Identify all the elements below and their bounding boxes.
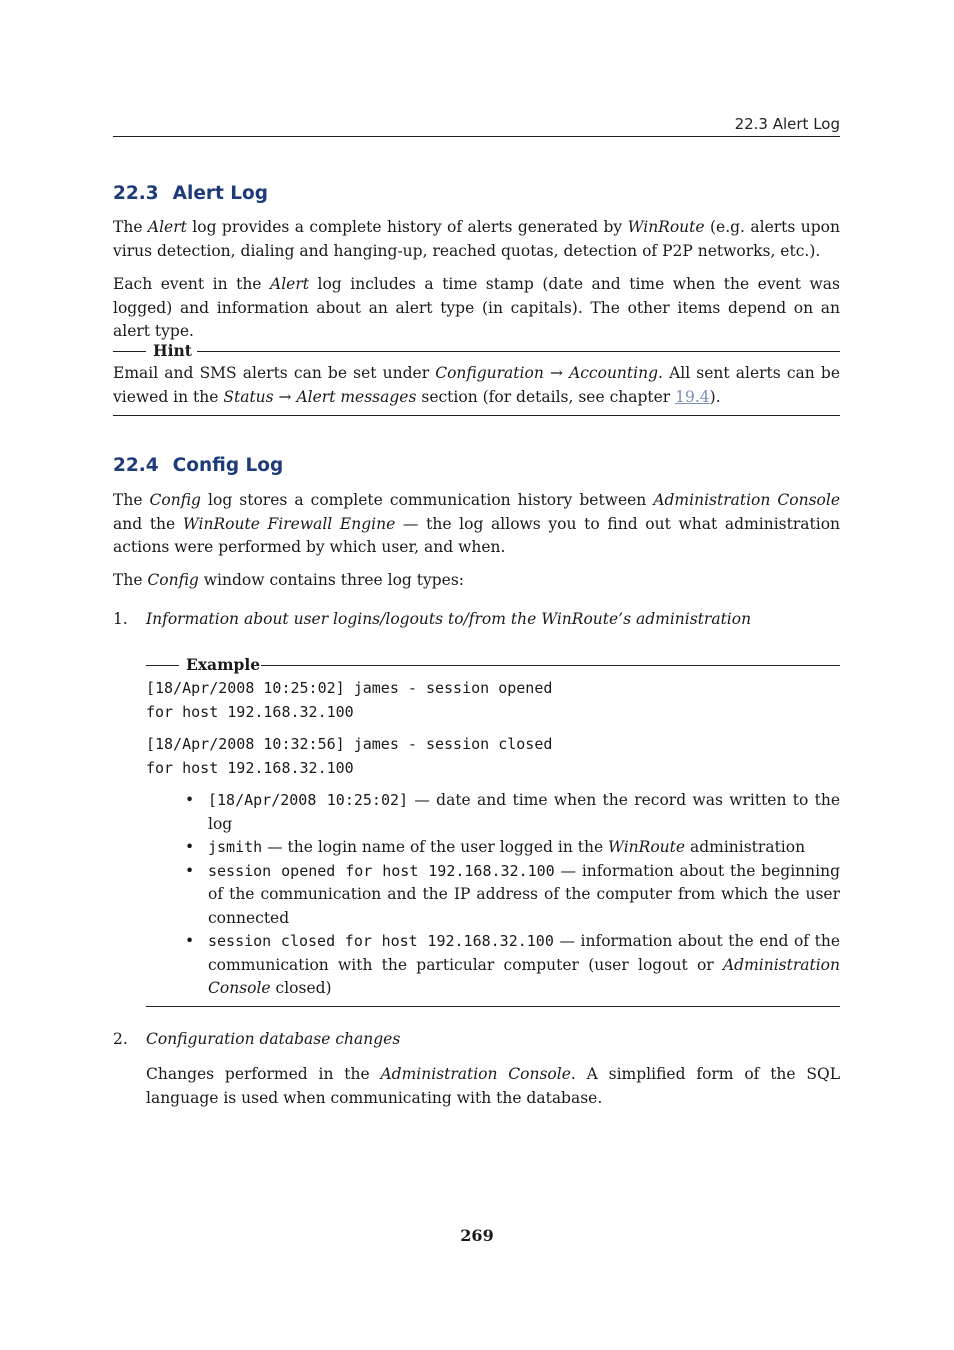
hint-right-rule	[197, 351, 840, 352]
bullet-icon: •	[185, 791, 195, 809]
section-title: Alert Log	[172, 183, 269, 204]
hint-text: Email and SMS alerts can be set under Configuration → Accounting. All sent alerts can be viewed in the Status → Alert messages section (for details, see chapter 19.4).	[113, 364, 840, 406]
hint-bottom-rule	[113, 415, 840, 416]
section-heading-config-log	[113, 455, 283, 476]
example-code-block-1: [18/Apr/2008 10:25:02] james - session opened for host 192.168.32.100	[146, 679, 553, 721]
example-bullet-list	[185, 789, 840, 1001]
list-item-number: 1.	[113, 610, 128, 628]
list-item: • [18/Apr/2008 10:25:02] — date and time when the record was written to the log	[185, 791, 840, 833]
page-number: 269	[460, 1226, 494, 1245]
config-paragraph-2: The Config window contains three log types:	[113, 571, 465, 589]
alert-paragraph-2: Each event in the Alert log includes a time stamp (date and time when the event was logged) and information about an alert type (in capitals). The other items depend on an alert type.	[113, 275, 840, 340]
section-heading-alert-log	[113, 183, 268, 204]
running-header: 22.3 Alert Log	[734, 115, 840, 133]
hint-label: Hint	[153, 341, 192, 360]
example-left-rule	[146, 665, 179, 666]
example-code-block-2: [18/Apr/2008 10:32:56] james - session closed for host 192.168.32.100	[146, 735, 553, 777]
section-number: 22.3	[113, 183, 159, 204]
list-item: • session closed for host 192.168.32.100 — information about the end of the communication with the particular computer (user logout or Administration Console closed)	[185, 932, 841, 997]
list-item-title: Information about user logins/logouts to/from the WinRoute’s administration	[146, 610, 752, 628]
example-label: Example	[186, 655, 261, 674]
example-right-rule	[261, 665, 840, 666]
list-item: • jsmith — the login name of the user logged in the WinRoute administration	[185, 836, 840, 860]
bullet-icon: •	[185, 932, 195, 950]
bullet-icon: •	[185, 838, 195, 856]
list-item-title: Configuration database changes	[146, 1030, 401, 1048]
hint-left-rule	[113, 351, 146, 352]
alert-paragraph-1: The Alert log provides a complete history of alerts generated by WinRoute (e.g. alerts upon virus detection, dialing and hanging-up, reached quotas, detection of P2P networks, etc.).	[113, 218, 840, 260]
list-item-number: 2.	[113, 1030, 128, 1048]
header-rule	[113, 136, 840, 137]
example-box-header	[146, 655, 840, 675]
section-title: Config Log	[172, 455, 284, 476]
config-paragraph-1: The Config log stores a complete communication history between Administration Console and the WinRoute Firewall Engine — the log allows you to find out what administration actions were performed by which user, and when.	[113, 491, 841, 556]
hint-box-header	[113, 341, 840, 361]
section-number: 22.4	[113, 455, 159, 476]
bullet-icon: •	[185, 861, 195, 880]
chapter-link[interactable]: 19.4	[675, 387, 710, 406]
list-item: • session opened for host 192.168.32.100 — information about the beginning of the communication and the IP address of the computer from which the user connected	[185, 861, 840, 927]
example-bottom-rule	[146, 1006, 840, 1007]
list-item-body: Changes performed in the Administration Console. A simplified form of the SQL language is used when communicating with the database.	[146, 1065, 840, 1107]
